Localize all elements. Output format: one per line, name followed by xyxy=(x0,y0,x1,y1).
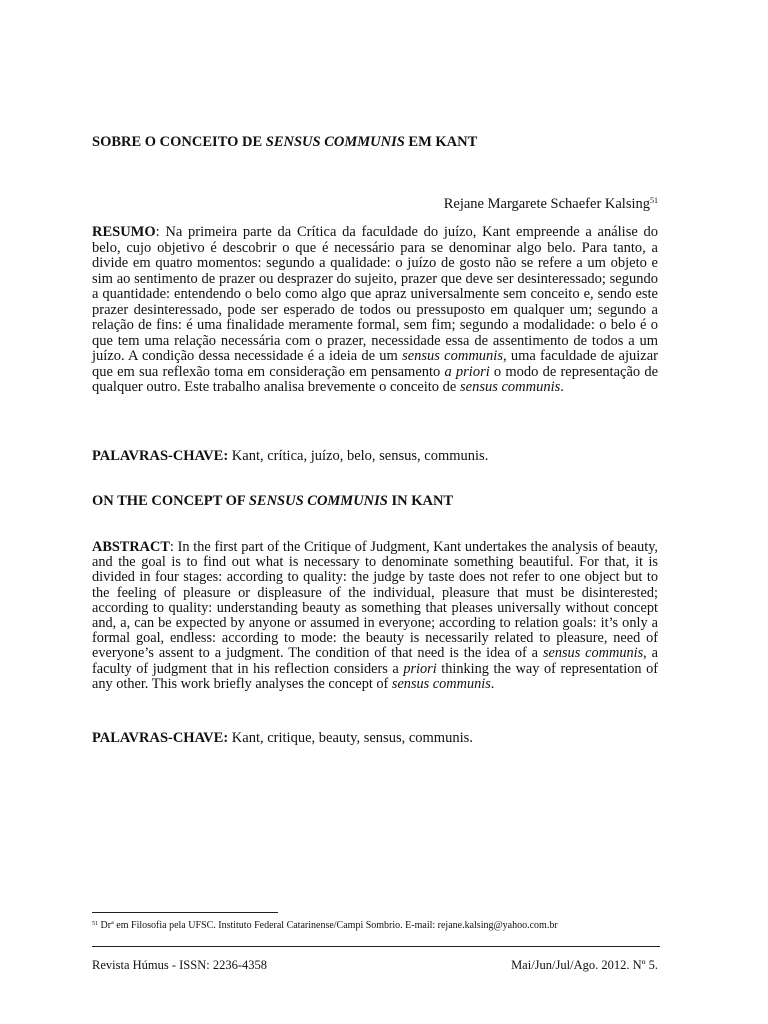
title-pt-italic: SENSUS COMMUNIS xyxy=(265,134,405,150)
footer-issue: Mai/Jun/Jul/Ago. 2012. Nº 5. xyxy=(511,958,658,972)
abstract-italic-1: sensus communis xyxy=(542,645,644,662)
resumo-italic-1: sensus communis xyxy=(402,348,503,364)
title-en-prefix: ON THE CONCEPT OF xyxy=(92,493,249,509)
footnote-text: Drª em Filosofia pela UFSC. Instituto Federal Catarinense/Campi Sombrio. E-mail: rejane.kalsing@yahoo.com.br xyxy=(98,920,558,931)
resumo-italic-3: sensus communis xyxy=(460,379,561,395)
footnote xyxy=(92,920,692,932)
resumo-italic-2: a priori xyxy=(444,363,490,380)
footer-journal: Revista Húmus - ISSN: 2236-4358 xyxy=(92,958,267,972)
footnote-number: 51 xyxy=(92,921,98,927)
title-pt-prefix: SOBRE O CONCEITO DE xyxy=(92,134,266,150)
title-english xyxy=(92,494,658,510)
footer-rule xyxy=(92,946,660,947)
resumo-text-1: : Na primeira parte da Crítica da faculdade do juízo, Kant empreende a análise do belo, cujo objetivo é descobrir o que é necessário para se denominar algo belo. Para tanto, a divide em quatro momentos: segundo a qualidade: o juízo de gosto não se refere a um objeto e sim ao sentimento de prazer ou desprazer do sujeito, prazer que deve ser desinteressado; segundo a quantidade: entendendo o belo como algo que apraz universalmente sem conceito e, sendo este prazer desinteressado, pode ser esperado de todos ou pressuposto em qualquer um; segundo a relação de fins: é uma finalidade meramente formal, sem fim; segundo a modalidade: o belo é o que tem uma relação necessária com o prazer, necessidade essa de assentimento de todos a um juízo. A condição dessa necessidade é a ideia de um xyxy=(92,224,658,364)
abstract-text-1: : In the first part of the Critique of Judgment, Kant undertakes the analysis of beauty, and the goal is to find out what is necessary to denominate something beautiful. For that, it is divided in four stages: according to quality: the judge by taste does not refer to one object but to the feeling of pleasure or displeasure of the individual, pleasure that must be disinterested; according to quality: understanding beauty as something that pleases universally without concept and, a, can be expected by anyone or assumed in everyone; according to relation goals: it’s only a formal goal, endless: according to mode: the beauty is necessarily related to pleasure, need of everyone’s assent to a judgment. The condition of that need is the idea of a xyxy=(92,539,658,662)
author-footnote-ref: 51 xyxy=(650,195,658,205)
author-line xyxy=(92,197,658,213)
resumo-label: RESUMO xyxy=(92,224,156,240)
keywords-pt-label: PALAVRAS-CHAVE: xyxy=(92,448,229,464)
keywords-pt-text: Kant, crítica, juízo, belo, sensus, communis. xyxy=(228,448,489,464)
keywords-en-text: Kant, critique, beauty, sensus, communis. xyxy=(228,730,473,746)
resumo-text-3: o modo de representação de qualquer outro. Este trabalho analisa brevemente o conceito de xyxy=(92,363,658,395)
title-portuguese xyxy=(92,135,658,151)
abstract-italic-3: sensus communis xyxy=(391,675,491,692)
abstract-label: ABSTRACT xyxy=(92,539,170,555)
title-en-suffix: IN KANT xyxy=(387,493,454,509)
abstract-italic-2: priori xyxy=(403,660,437,677)
resumo-text-4: . xyxy=(560,379,564,395)
title-pt-suffix: EM KANT xyxy=(404,134,478,150)
abstract-text-2: , a faculty of judgment that in his reflection considers a xyxy=(92,645,659,677)
title-en-italic: SENSUS COMMUNIS xyxy=(248,493,388,509)
keywords-portuguese xyxy=(92,449,658,465)
abstract-paragraph xyxy=(92,540,658,692)
abstract-text-4: . xyxy=(490,675,495,692)
keywords-english xyxy=(92,731,658,747)
resumo-paragraph xyxy=(92,225,658,396)
author-name: Rejane Margarete Schaefer Kalsing xyxy=(443,195,650,212)
keywords-en-label: PALAVRAS-CHAVE: xyxy=(92,730,229,746)
abstract-text-3: thinking the way of representation of any other. This work briefly analyses the concept of xyxy=(92,660,658,692)
footnote-separator xyxy=(92,912,278,913)
resumo-text-2: , uma faculdade de ajuizar que em sua reflexão toma em consideração em pensamento xyxy=(92,348,658,380)
